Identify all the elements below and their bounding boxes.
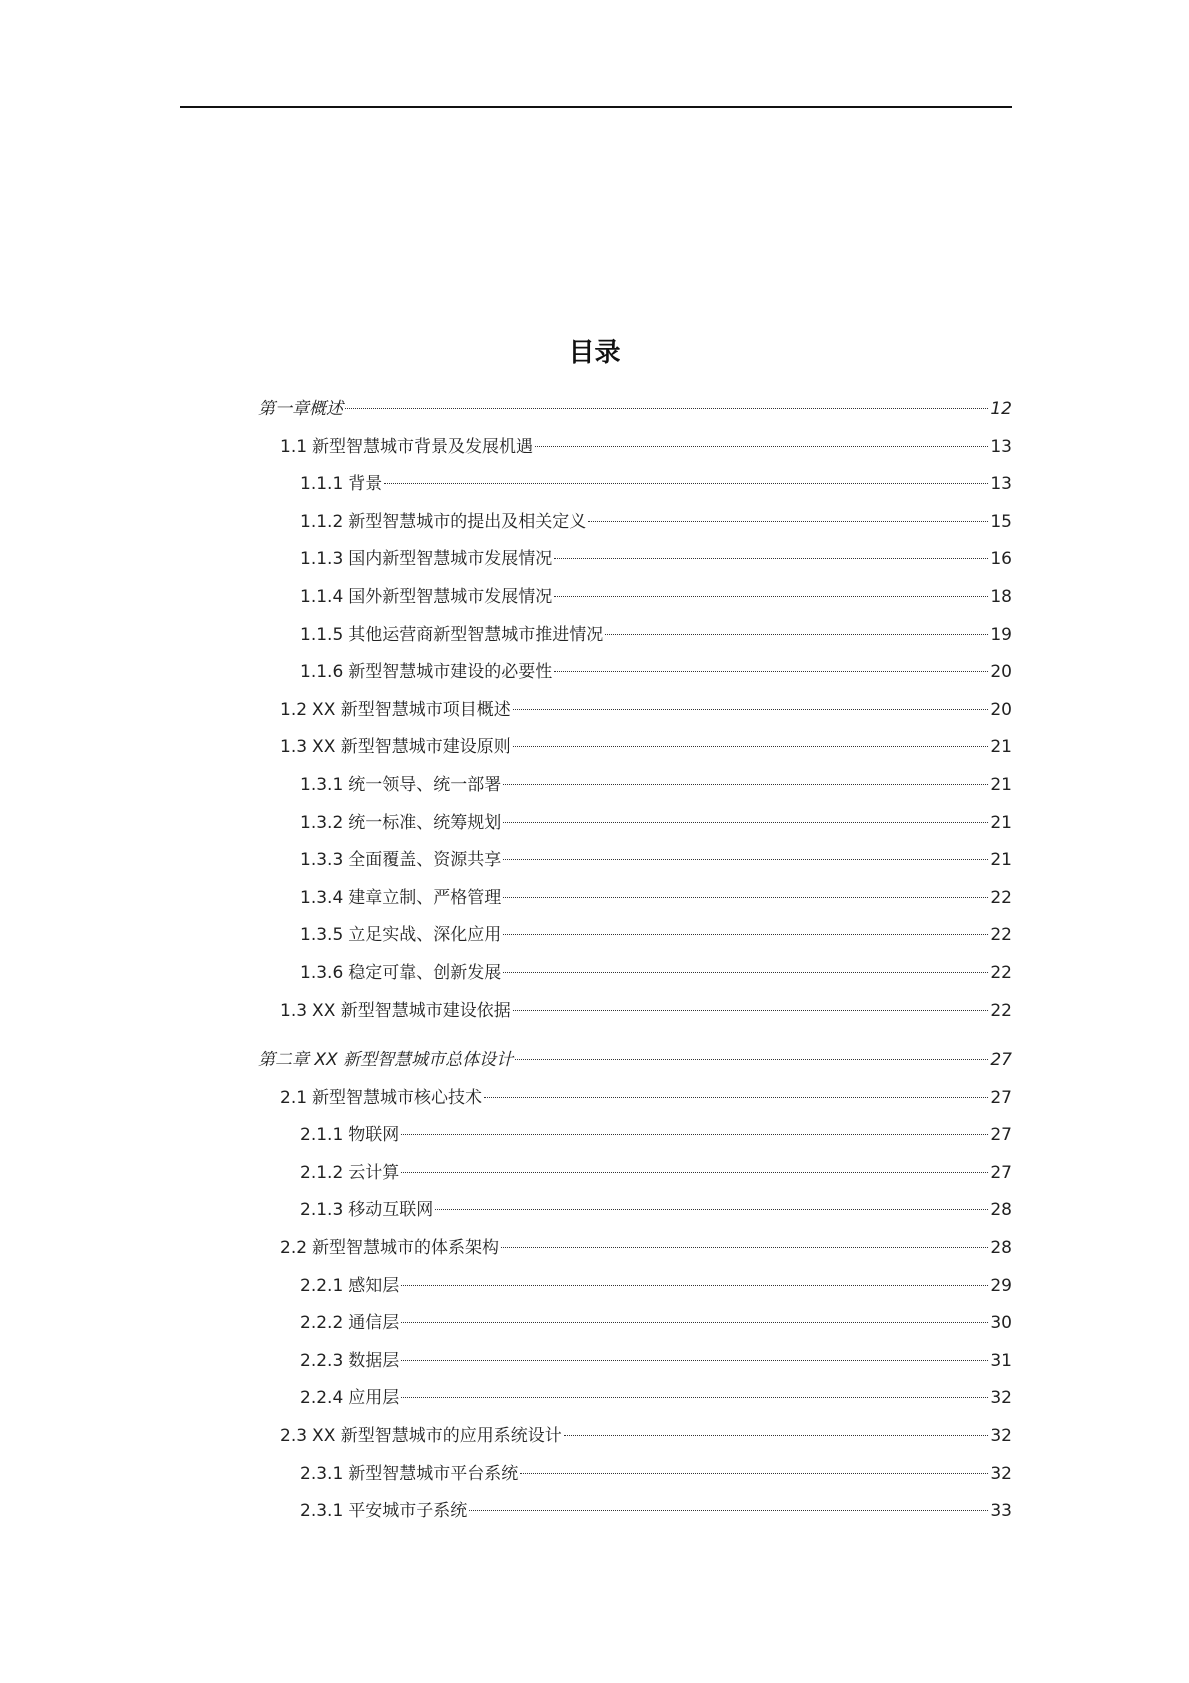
toc-page-number: 27 (990, 1162, 1012, 1183)
toc-page-number: 29 (990, 1275, 1012, 1296)
toc-entry-title: XX 新型智慧城市建设依据 (312, 1000, 511, 1021)
toc-entry-number: 1.3.4 (300, 887, 344, 908)
toc-dot-leader (435, 1209, 988, 1210)
toc-entry-title: 立足实战、深化应用 (348, 925, 502, 946)
toc-entry-number: 2.1.2 (300, 1162, 344, 1183)
toc-entry-number: 1.3.5 (300, 925, 344, 946)
toc-dot-leader (515, 1059, 988, 1060)
toc-entry-number: 2.2 (280, 1238, 308, 1259)
toc-entry-title: 新型智慧城市核心技术 (312, 1087, 483, 1108)
toc-entry-title: 新型智慧城市背景及发展机遇 (312, 436, 534, 457)
toc-page-number: 21 (990, 774, 1012, 795)
toc-page-number: 15 (990, 511, 1012, 532)
toc-dot-leader (564, 1435, 989, 1436)
toc-entry[interactable] (258, 1192, 1012, 1230)
toc-entry-title: 背景 (348, 474, 383, 495)
toc-entry[interactable] (258, 1117, 1012, 1155)
toc-entry-title: 新型智慧城市建设的必要性 (348, 662, 553, 683)
toc-entry-title: 新型智慧城市平台系统 (348, 1463, 519, 1484)
toc-entry-title: 物联网 (348, 1125, 400, 1146)
toc-entry-number: 2.1 (280, 1087, 308, 1108)
toc-entry-number: 1.3.1 (300, 774, 344, 795)
toc-page-number: 27 (990, 1087, 1012, 1108)
toc-dot-leader (588, 521, 988, 522)
toc-entry-title: 稳定可靠、创新发展 (348, 962, 502, 983)
toc-page-number: 20 (990, 699, 1012, 720)
toc-dot-leader (401, 1134, 988, 1135)
toc-entry[interactable] (258, 692, 1012, 730)
toc-chapter-entry[interactable] (258, 1042, 1012, 1080)
toc-page-number: 32 (990, 1388, 1012, 1409)
toc-dot-leader (503, 784, 988, 785)
toc-dot-leader (520, 1473, 988, 1474)
toc-entry[interactable] (258, 1456, 1012, 1494)
toc-entry-title: 平安城市子系统 (348, 1501, 468, 1522)
toc-dot-leader (484, 1097, 988, 1098)
toc-entry[interactable] (258, 1080, 1012, 1118)
toc-entry[interactable] (258, 880, 1012, 918)
toc-entry-title: 国外新型智慧城市发展情况 (348, 586, 553, 607)
toc-entry-title: 通信层 (348, 1313, 400, 1334)
toc-page-number: 31 (990, 1350, 1012, 1371)
toc-entry[interactable] (258, 1343, 1012, 1381)
toc-page-number: 22 (990, 962, 1012, 983)
toc-entry-number: 1.1.1 (300, 474, 344, 495)
toc-entry-number: 1.3.2 (300, 812, 344, 833)
toc-entry-number: 2.1.1 (300, 1125, 344, 1146)
toc-entry-title: 国内新型智慧城市发展情况 (348, 549, 553, 570)
toc-dot-leader (554, 558, 988, 559)
toc-entry-title: 新型智慧城市的提出及相关定义 (348, 511, 587, 532)
toc-entry-title: 移动互联网 (348, 1200, 434, 1221)
toc-entry[interactable] (258, 466, 1012, 504)
toc-dot-leader (513, 1010, 989, 1011)
toc-entry-title: 全面覆盖、资源共享 (348, 850, 502, 871)
toc-entry-number: 2.2.2 (300, 1313, 344, 1334)
toc-entry-title: XX 新型智慧城市建设原则 (312, 737, 511, 758)
toc-page-number: 20 (990, 662, 1012, 683)
toc-dot-leader (384, 483, 988, 484)
toc-entry-number: 2.1.3 (300, 1200, 344, 1221)
toc-entry[interactable] (258, 1380, 1012, 1418)
toc-dot-leader (503, 822, 988, 823)
toc-dot-leader (535, 446, 988, 447)
toc-dot-leader (513, 746, 989, 747)
toc-page-number: 22 (990, 887, 1012, 908)
toc-dot-leader (401, 1285, 988, 1286)
toc-entry-number: 2.3.1 (300, 1463, 344, 1484)
toc-entry-number: 2.2.3 (300, 1350, 344, 1371)
toc-entry-number: 1.1.3 (300, 549, 344, 570)
toc-dot-leader (605, 634, 988, 635)
header-rule (180, 106, 1012, 108)
toc-entry-number: 1.3 (280, 1000, 308, 1021)
toc-chapter-entry[interactable] (258, 391, 1012, 429)
toc-dot-leader (554, 596, 988, 597)
toc-dot-leader (469, 1510, 988, 1511)
toc-entry[interactable] (258, 1418, 1012, 1456)
toc-entry[interactable] (258, 1230, 1012, 1268)
toc-dot-leader (503, 897, 988, 898)
toc-page-number: 27 (990, 1050, 1012, 1071)
toc-entry-number: 1.3.3 (300, 850, 344, 871)
toc-page-number: 18 (990, 586, 1012, 607)
toc-entry-title: 数据层 (348, 1350, 400, 1371)
toc-page-number: 21 (990, 850, 1012, 871)
toc-entry[interactable] (258, 617, 1012, 655)
toc-entry[interactable] (258, 1305, 1012, 1343)
toc-entry[interactable] (258, 1268, 1012, 1306)
toc-page-number: 19 (990, 624, 1012, 645)
toc-page-number: 22 (990, 1000, 1012, 1021)
toc-entry[interactable] (258, 767, 1012, 805)
toc-entry[interactable] (258, 579, 1012, 617)
toc-entry-number: 1.1.2 (300, 511, 344, 532)
toc-dot-leader (503, 934, 988, 935)
toc-entry[interactable] (258, 1155, 1012, 1193)
toc-dot-leader (501, 1247, 988, 1248)
toc-entry-number: 1.1 (280, 436, 308, 457)
toc-dot-leader (401, 1172, 988, 1173)
toc-dot-leader (345, 408, 988, 409)
toc-entry[interactable] (258, 429, 1012, 467)
toc-entry[interactable] (258, 504, 1012, 542)
toc-entry-number: 1.1.5 (300, 624, 344, 645)
toc-entry-number: 2.2.4 (300, 1388, 344, 1409)
toc-page-number: 16 (990, 549, 1012, 570)
toc-entry[interactable] (258, 1493, 1012, 1531)
toc-page-number: 28 (990, 1238, 1012, 1259)
toc-entry[interactable] (258, 729, 1012, 767)
toc-page-number: 13 (990, 474, 1012, 495)
table-of-contents (258, 391, 1012, 1531)
toc-entry-title: 统一领导、统一部署 (348, 774, 502, 795)
toc-dot-leader (401, 1360, 988, 1361)
toc-dot-leader (503, 972, 988, 973)
toc-page-number: 13 (990, 436, 1012, 457)
toc-dot-leader (401, 1397, 988, 1398)
toc-entry-number: 1.3 (280, 737, 308, 758)
toc-entry[interactable] (258, 842, 1012, 880)
toc-entry-title: XX 新型智慧城市项目概述 (312, 699, 511, 720)
toc-dot-leader (503, 859, 988, 860)
toc-page-number: 12 (990, 399, 1012, 419)
toc-entry[interactable] (258, 805, 1012, 843)
toc-entry-number: 1.2 (280, 699, 308, 720)
toc-entry-number: 1.1.4 (300, 586, 344, 607)
toc-entry-title: 第一章概述 (258, 399, 343, 419)
toc-entry-title: 感知层 (348, 1275, 400, 1296)
toc-entry[interactable] (258, 541, 1012, 579)
toc-page-number: 28 (990, 1200, 1012, 1221)
toc-entry-number: 2.2.1 (300, 1275, 344, 1296)
toc-dot-leader (513, 709, 989, 710)
toc-entry-title: 其他运营商新型智慧城市推进情况 (348, 624, 604, 645)
toc-page-number: 21 (990, 737, 1012, 758)
toc-page-number: 32 (990, 1463, 1012, 1484)
toc-title: 目录 (568, 338, 621, 368)
toc-entry-title: XX 新型智慧城市的应用系统设计 (312, 1426, 562, 1447)
toc-page-number: 30 (990, 1313, 1012, 1334)
toc-page-number: 27 (990, 1125, 1012, 1146)
toc-entry[interactable] (258, 917, 1012, 955)
toc-page-number: 33 (990, 1501, 1012, 1522)
toc-entry[interactable] (258, 654, 1012, 692)
toc-page-number: 21 (990, 812, 1012, 833)
toc-entry-number: 1.3.6 (300, 962, 344, 983)
toc-entry-number: 2.3.1 (300, 1501, 344, 1522)
toc-entry-title: 应用层 (348, 1388, 400, 1409)
toc-entry-title: 建章立制、严格管理 (348, 887, 502, 908)
toc-entry[interactable] (258, 955, 1012, 993)
toc-page-number: 32 (990, 1426, 1012, 1447)
toc-entry[interactable] (258, 993, 1012, 1031)
toc-entry-number: 1.1.6 (300, 662, 344, 683)
toc-dot-leader (554, 671, 988, 672)
toc-entry-number: 2.3 (280, 1426, 308, 1447)
toc-page-number: 22 (990, 925, 1012, 946)
toc-entry-title: 云计算 (348, 1162, 400, 1183)
toc-entry-title: 统一标准、统筹规划 (348, 812, 502, 833)
toc-entry-title: 第二章 XX 新型智慧城市总体设计 (258, 1050, 514, 1071)
toc-entry-title: 新型智慧城市的体系架构 (312, 1238, 500, 1259)
toc-dot-leader (401, 1322, 988, 1323)
